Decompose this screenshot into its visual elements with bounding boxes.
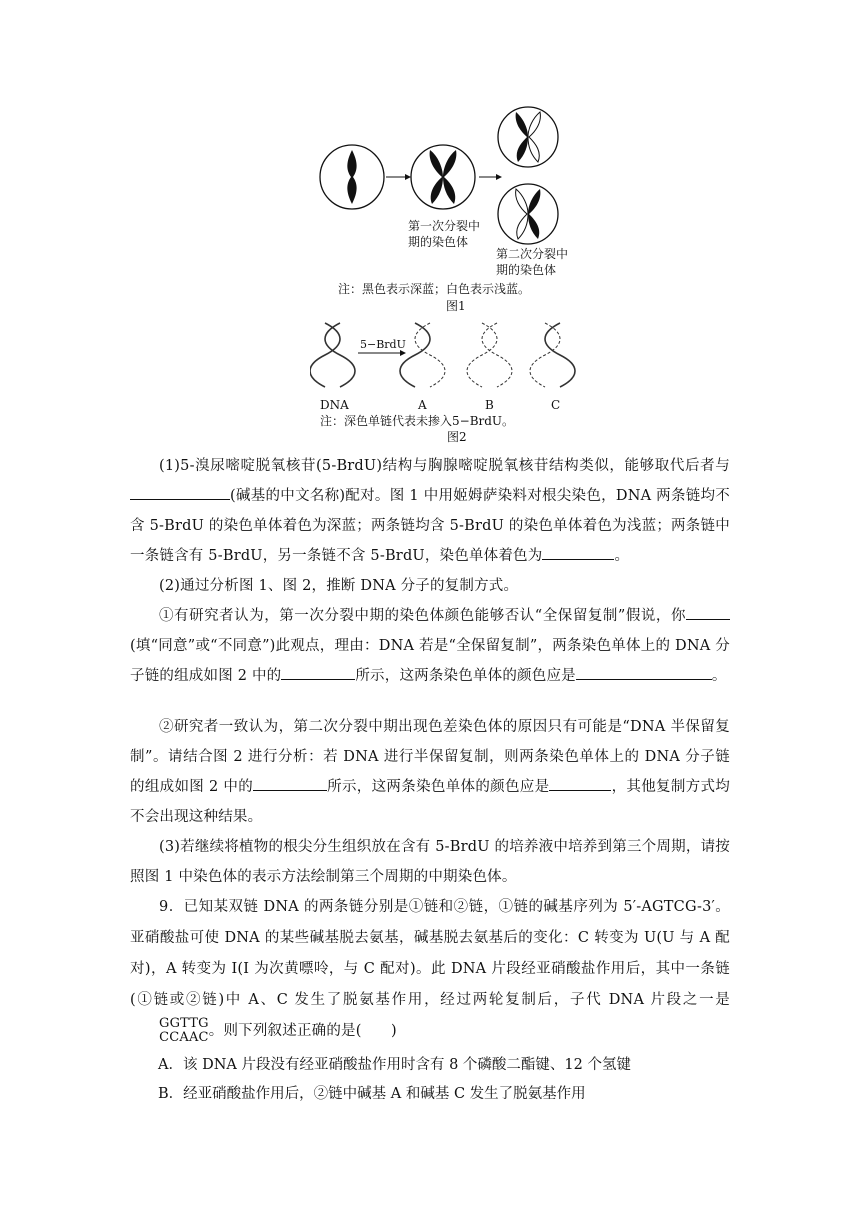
blank-4[interactable]	[281, 665, 355, 680]
chromatid-light-2	[516, 189, 528, 239]
figure-1-note: 注：黑色表示深蓝；白色表示浅蓝。	[338, 282, 531, 296]
c-strand-light	[530, 323, 560, 387]
figure-2-caption: 图2	[447, 430, 467, 444]
figure-2	[310, 315, 610, 445]
a-strand-dark	[400, 323, 430, 387]
blank-6[interactable]	[253, 776, 327, 791]
figure-1	[310, 100, 610, 313]
blank-3[interactable]	[686, 605, 730, 620]
chromatid-dark-1	[430, 150, 443, 204]
label-c: C	[551, 398, 561, 412]
blank-7[interactable]	[549, 776, 611, 791]
question-2-2: ②研究者一致认为，第二次分裂中期出现色差染色体的原因只有可能是“DNA 半保留复制”。请结合图 2 进行分析：若 DNA 进行半保留复制，则两条染色单体上的 DNA 分子链的组成如图 2 中的 所示，这两条染色单体的颜色应是 ，其他复制方式均不会出现这种结果。	[130, 719, 731, 825]
chromosome-1	[347, 150, 356, 204]
label-a: A	[418, 398, 427, 412]
b-strand-2	[482, 323, 512, 387]
label-dna: DNA	[320, 398, 349, 412]
label-second-division: 第二次分裂中 期的染色体	[496, 247, 569, 277]
blank-2[interactable]	[542, 545, 614, 560]
question-2: (2)通过分析图 1、图 2，推断 DNA 分子的复制方式。	[159, 578, 519, 594]
figure-1-caption: 图1	[446, 299, 466, 313]
question-9: 9．已知某双链 DNA 的两条链分别是①链和②链，①链的碱基序列为 5′-AGTCG-3′。亚硝酸盐可使 DNA 的某些碱基脱去氨基，碱基脱去氨基后的变化：C 转变为 U(U 与 A 配对)，A 转变为 I(I 为次黄嘌呤，与 C 配对)。此 DNA 片段经亚硝酸盐作用后，其中一条链(①链或②链)中 A、C 发生了脱氨基作用，经过两轮复制后，子代 DNA 片段之一是 GGTTG CCAAC 。则下列叙述正确的是( )	[130, 899, 730, 1045]
option-a[interactable]: A．该 DNA 片段没有经亚硝酸盐作用时含有 8 个磷酸二酯键、12 个氢键	[158, 1057, 631, 1073]
a-strand-light	[415, 323, 445, 387]
chromatid-dark-2	[443, 150, 456, 204]
chromatid-dark-4	[528, 189, 540, 239]
label-first-division: 第一次分裂中 期的染色体	[408, 219, 481, 249]
blank-1[interactable]	[130, 485, 230, 500]
chromatid-dark-3	[516, 112, 528, 162]
figure-1-drawing	[310, 100, 610, 310]
question-2-1: ①有研究者认为，第一次分裂中期的染色体颜色能够否认“全保留复制”假说，你(填“同意”或“不同意”)此观点，理由：DNA 若是“全保留复制”，两条染色单体上的 DNA 分子链的组成如图 2 中的 所示，这两条染色单体的颜色应是 。	[130, 601, 730, 691]
dna-fragment-fraction: GGTTG CCAAC	[159, 1016, 209, 1045]
chromatid-light-1	[528, 112, 540, 162]
dna-strand-2	[325, 323, 355, 387]
figure-2-note: 注：深色单链代表未掺入5−BrdU。	[320, 414, 515, 428]
brdu-arrow-label: 5−BrdU	[360, 338, 406, 351]
option-b[interactable]: B．经亚硝酸盐作用后，②链中碱基 A 和碱基 C 发生了脱氨基作用	[158, 1086, 586, 1102]
question-3: (3)若继续将植物的根尖分生组织放在含有 5-BrdU 的培养液中培养到第三个周期，请按照图 1 中染色体的表示方法绘制第三个周期的中期染色体。	[130, 839, 730, 885]
dna-strand-1	[310, 323, 340, 387]
blank-5[interactable]	[576, 665, 712, 680]
b-strand-1	[467, 323, 497, 387]
c-strand-dark	[545, 323, 575, 387]
label-b: B	[485, 398, 494, 412]
figure-2-drawing	[310, 315, 610, 395]
question-1: (1)5-溴尿嘧啶脱氧核苷(5-BrdU)结构与胸腺嘧啶脱氧核苷结构类似，能够取代后者与(碱基的中文名称)配对。图 1 中用姬姆萨染料对根尖染色，DNA 两条链均不含 5-BrdU 的染色单体着色为深蓝；两条链均含 5-BrdU 的染色单体着色为浅蓝；两条链中一条链含有 5-BrdU，另一条链不含 5-BrdU，染色单体着色为 。	[130, 458, 730, 564]
